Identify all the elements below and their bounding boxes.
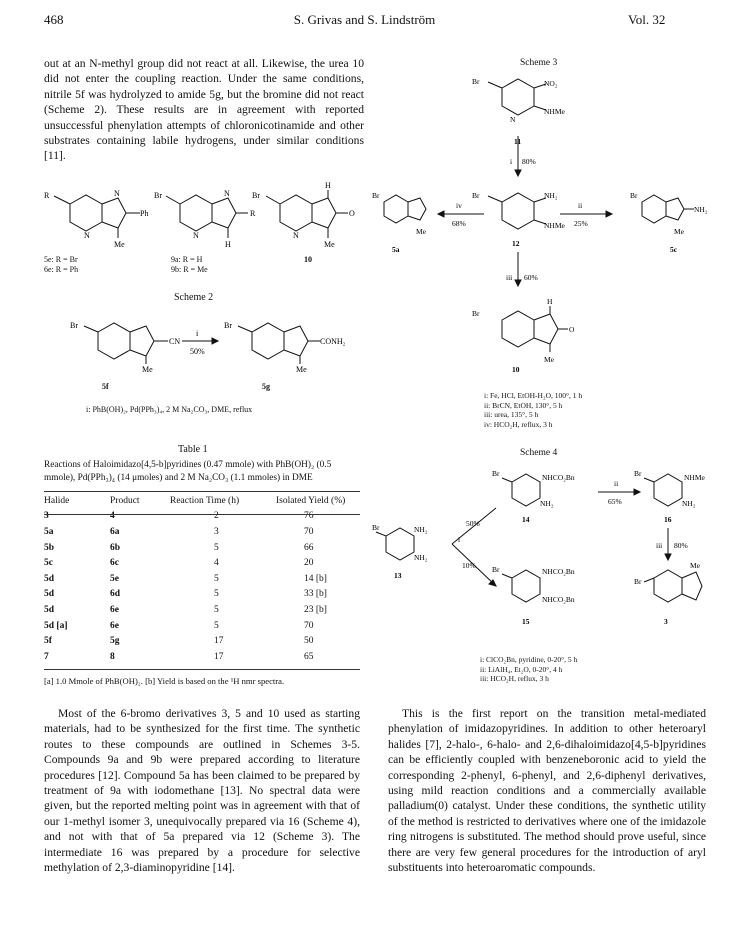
label-5c: 5c bbox=[670, 245, 678, 254]
table-cell: 65 bbox=[304, 651, 314, 662]
atom-r: R bbox=[250, 209, 256, 218]
table-cell: 2 bbox=[214, 511, 219, 522]
structure-label: NHCO₂Bn bbox=[542, 595, 575, 604]
table1-caption: Reactions of Haloimidazo[4,5-b]pyridines (0.47 mmole) with PhB(OH)₂ (0.5 mmole), Pd(PPh₃)₄ (14 μmoles) and 2 M Na₂CO₃ (1.1 mmoles) in DME bbox=[44, 460, 332, 483]
table-cell: 5a bbox=[44, 526, 54, 537]
atom-me: Me bbox=[296, 365, 307, 374]
label-5a: 5a bbox=[392, 245, 400, 254]
table-cell: 6e bbox=[110, 604, 119, 615]
table-cell: 5 bbox=[214, 542, 219, 553]
table-row bbox=[44, 602, 366, 618]
structure-label: Me bbox=[674, 227, 684, 236]
structure-label: NHMe bbox=[684, 473, 705, 482]
table-cell: 5d bbox=[44, 604, 55, 615]
table-cell: 5e bbox=[110, 573, 119, 584]
label-12: 12 bbox=[512, 239, 520, 248]
scheme4-title: Scheme 4 bbox=[520, 448, 558, 458]
structure-label: NH₂ bbox=[694, 205, 708, 214]
table-cell: 6d bbox=[110, 589, 121, 600]
scheme2-yield: 50% bbox=[190, 347, 205, 356]
table-cell: 4 bbox=[214, 558, 219, 569]
structure-label: Me bbox=[544, 355, 554, 364]
table-cell: 70 bbox=[304, 526, 314, 537]
label-5g: 5g bbox=[262, 382, 270, 391]
table-cell: 5g bbox=[110, 636, 120, 647]
atom-n: N bbox=[193, 231, 199, 240]
compound-row-structures bbox=[40, 182, 370, 292]
scheme3-conditions: i: Fe, HCl, EtOH-H₂O, 100°, 1 h ii: BrCN, EtOH, 130°, 5 h iii: urea, 135°, 5 h iv: HCO₂H, reflux, 3 h bbox=[484, 391, 583, 429]
label-5e: 5e: R = Br bbox=[44, 255, 78, 264]
volume-label: Vol. 32 bbox=[628, 12, 666, 27]
structure-label: Br bbox=[372, 523, 380, 532]
structure-label: i bbox=[458, 535, 461, 544]
table-cell: 33 [b] bbox=[304, 589, 327, 600]
label-10: 10 bbox=[304, 255, 312, 264]
structure-label: NHMe bbox=[544, 107, 565, 116]
table-cell: 3 bbox=[214, 526, 219, 537]
table-row bbox=[44, 649, 366, 665]
table-cell: 20 bbox=[304, 558, 314, 569]
structure-label: NH₂ bbox=[544, 191, 558, 200]
structure-label: 68% bbox=[452, 219, 466, 228]
label-5f: 5f bbox=[102, 382, 109, 391]
table1-header-halide: Halide bbox=[44, 495, 70, 506]
table-cell: 5f bbox=[44, 636, 52, 647]
structure-label: 50% bbox=[466, 519, 480, 528]
atom-n: N bbox=[224, 189, 230, 198]
structure-label: 65% bbox=[608, 497, 622, 506]
structure-label: Br bbox=[472, 309, 480, 318]
atom-br: Br bbox=[154, 191, 162, 200]
table-row bbox=[44, 540, 366, 556]
table-cell: 6e bbox=[110, 620, 119, 631]
atom-h: H bbox=[325, 182, 331, 190]
structure-label: Br bbox=[634, 469, 642, 478]
atom-n: N bbox=[84, 231, 90, 240]
atom-br: Br bbox=[224, 321, 232, 330]
table-cell: 5c bbox=[44, 558, 53, 569]
atom-conh2: CONH₂ bbox=[320, 337, 346, 346]
scheme4-conditions: i: ClCO₂Bn, pyridine, 0-20°, 5 h ii: LiAlH₄, Et₂O, 0-20°, 4 h iii: HCO₂H, reflux, 3 h bbox=[480, 655, 578, 683]
table-cell: 6c bbox=[110, 558, 119, 569]
atom-cn: CN bbox=[169, 337, 181, 346]
structure-label: ii bbox=[578, 201, 583, 210]
atom-me: Me bbox=[142, 365, 153, 374]
atom-h: H bbox=[225, 240, 231, 249]
table-row bbox=[44, 571, 366, 587]
atom-br: Br bbox=[252, 191, 260, 200]
structure-label: NH₂ bbox=[682, 499, 696, 508]
structure-label: Br bbox=[634, 577, 642, 586]
label-11: 11 bbox=[514, 137, 522, 146]
structure-label: O bbox=[569, 325, 575, 334]
table-cell: 5 bbox=[214, 620, 219, 631]
structure-label: NH₂ bbox=[414, 553, 428, 562]
table-row bbox=[44, 633, 366, 649]
label-6e: 6e: R = Ph bbox=[44, 265, 79, 274]
page-number: 468 bbox=[44, 12, 64, 27]
structure-label: Br bbox=[472, 191, 480, 200]
structure-label: Br bbox=[372, 191, 380, 200]
left-body-paragraph: Most of the 6-bromo derivatives 3, 5 and 10 used as starting materials, had to be synthesized for the first time. The synthetic routes to these compounds are outlined in Schemes 3-5. Compounds 9a and 9b were prepared according to literature procedures [12]. Compound 5a has been claimed to be prepared by treatment of 9a with iodomethane [13]. No spectral data were given, but the reported melting point was in agreement with that of our 1-methyl isomer 3, unequivocally prepared via 16 (Scheme 4), and not with that of 5a prepared via 12 (Scheme 3). The intermediate 16 was prepared by a procedure for selective methylation of 2,3-diaminopyridine [14]. bbox=[44, 707, 360, 875]
table-row bbox=[44, 555, 366, 571]
table-cell: 14 [b] bbox=[304, 573, 327, 584]
structure-label: H bbox=[547, 297, 553, 306]
table-row bbox=[44, 587, 366, 603]
table1-footnote: [a] 1.0 Mmole of PhB(OH)₂. [b] Yield is based on the ¹H nmr spectra. bbox=[44, 676, 285, 686]
structure-label: iv bbox=[456, 201, 462, 210]
structure-label: iii bbox=[656, 541, 663, 550]
table1 bbox=[44, 493, 366, 665]
structure-label: 10% bbox=[462, 561, 476, 570]
scheme3-title: Scheme 3 bbox=[520, 58, 558, 68]
label-14: 14 bbox=[522, 515, 530, 524]
structure-label: 25% bbox=[574, 219, 588, 228]
table1-header-time: Reaction Time (h) bbox=[170, 495, 240, 506]
label-15: 15 bbox=[522, 617, 530, 626]
structure-label: Br bbox=[492, 469, 500, 478]
table-cell: 66 bbox=[304, 542, 314, 553]
label-13: 13 bbox=[394, 571, 402, 580]
table-cell: 5b bbox=[44, 542, 55, 553]
table-cell: 4 bbox=[110, 511, 115, 522]
table-cell: 17 bbox=[214, 651, 224, 662]
table-row bbox=[44, 509, 366, 525]
atom-r: R bbox=[44, 191, 50, 200]
table1-title: Table 1 bbox=[178, 444, 208, 455]
structure-label: NHMe bbox=[544, 221, 565, 230]
atom-me: Me bbox=[114, 240, 125, 249]
structure-label: NHCO₂Bn bbox=[542, 567, 575, 576]
table-cell: 6b bbox=[110, 542, 121, 553]
label-10b: 10 bbox=[512, 365, 520, 374]
atom-n: N bbox=[114, 189, 120, 198]
structure-label: N bbox=[510, 115, 516, 124]
structure-label: NH₂ bbox=[414, 525, 428, 534]
atom-n: N bbox=[293, 231, 299, 240]
table-cell: 5 bbox=[214, 573, 219, 584]
structure-label: iii bbox=[506, 273, 513, 282]
right-body-paragraph: This is the first report on the transition metal-mediated phenylation of imidazopyridines. In addition to other heteroaryl halides [7], 2-halo-, 6-halo- and 2,6-dihaloimidazo[4,5-b]pyridines can be efficiently coupled with benzeneboronic acid to yield the corresponding 2-phenyl, 6-phenyl, and 2,6-diphenyl derivatives, using mild reaction conditions and a commercially available palladium(0) catalyst. Under these conditions, the synthetic utility of the method is restricted to derivatives where one of the imidazole ring nitrogens is substituted. The method should prove useful, since there are very few general procedures for the introduction of aryl substituents into heteroaromatic compounds. bbox=[388, 707, 706, 875]
table-cell: 5d bbox=[44, 573, 55, 584]
label-16: 16 bbox=[664, 515, 672, 524]
structure-label: 60% bbox=[524, 273, 538, 282]
table-cell: 5d [a] bbox=[44, 620, 68, 631]
label-3: 3 bbox=[664, 617, 668, 626]
atom-me: Me bbox=[324, 240, 335, 249]
table-cell: 5 bbox=[214, 604, 219, 615]
scheme3-structures bbox=[372, 74, 722, 374]
structure-label: Br bbox=[630, 191, 638, 200]
structure-label: Br bbox=[472, 77, 480, 86]
table-row bbox=[44, 618, 366, 634]
scheme2-structures bbox=[70, 318, 370, 378]
table-cell: 3 bbox=[44, 511, 49, 522]
table-cell: 70 bbox=[304, 620, 314, 631]
structure-label: 80% bbox=[674, 541, 688, 550]
table-cell: 7 bbox=[44, 651, 49, 662]
table-row bbox=[44, 524, 366, 540]
label-9b: 9b: R = Me bbox=[171, 265, 208, 274]
table-cell: 76 bbox=[304, 511, 314, 522]
structure-label: Me bbox=[690, 561, 700, 570]
structure-label: NHCO₂Bn bbox=[542, 473, 575, 482]
atom-ph: Ph bbox=[140, 209, 149, 218]
table-cell: 8 bbox=[110, 651, 115, 662]
structure-label: Br bbox=[492, 565, 500, 574]
scheme2-step: i bbox=[196, 329, 199, 338]
intro-paragraph: out at an N-methyl group did not react at all. Likewise, the urea 10 did not enter the coupling reaction. Under the same conditions, nitrile 5f was hydrolyzed to amide 5g, but the bromine did not react (Scheme 2). These results are in agreement with reported unsuccessful phenylation attempts of chloronicotinamide and other substrates containing labile hydrogens, under similar conditions [11]. bbox=[44, 57, 364, 163]
structure-label: NH₂ bbox=[540, 499, 554, 508]
table-cell: 5d bbox=[44, 589, 55, 600]
structure-label: Me bbox=[416, 227, 426, 236]
running-header-authors: S. Grivas and S. Lindström bbox=[293, 12, 436, 27]
table-cell: 50 bbox=[304, 636, 314, 647]
table1-header-yield: Isolated Yield (%) bbox=[276, 495, 346, 506]
atom-br: Br bbox=[70, 321, 78, 330]
structure-label: 80% bbox=[522, 157, 536, 166]
table-cell: 17 bbox=[214, 636, 224, 647]
structure-label: NO₂ bbox=[544, 79, 558, 88]
structure-label: i bbox=[510, 157, 513, 166]
atom-o: O bbox=[349, 209, 355, 218]
scheme2-conditions: i: PhB(OH)₂, Pd(PPh₃)₄, 2 M Na₂CO₃, DME, reflux bbox=[86, 405, 253, 414]
label-9a: 9a: R = H bbox=[171, 255, 203, 264]
table-cell: 5 bbox=[214, 589, 219, 600]
table1-header-product: Product bbox=[110, 495, 140, 506]
structure-label: ii bbox=[614, 479, 619, 488]
scheme4-structures bbox=[372, 468, 722, 648]
scheme2-title: Scheme 2 bbox=[174, 292, 214, 303]
table-cell: 23 [b] bbox=[304, 604, 327, 615]
table-cell: 6a bbox=[110, 526, 120, 537]
